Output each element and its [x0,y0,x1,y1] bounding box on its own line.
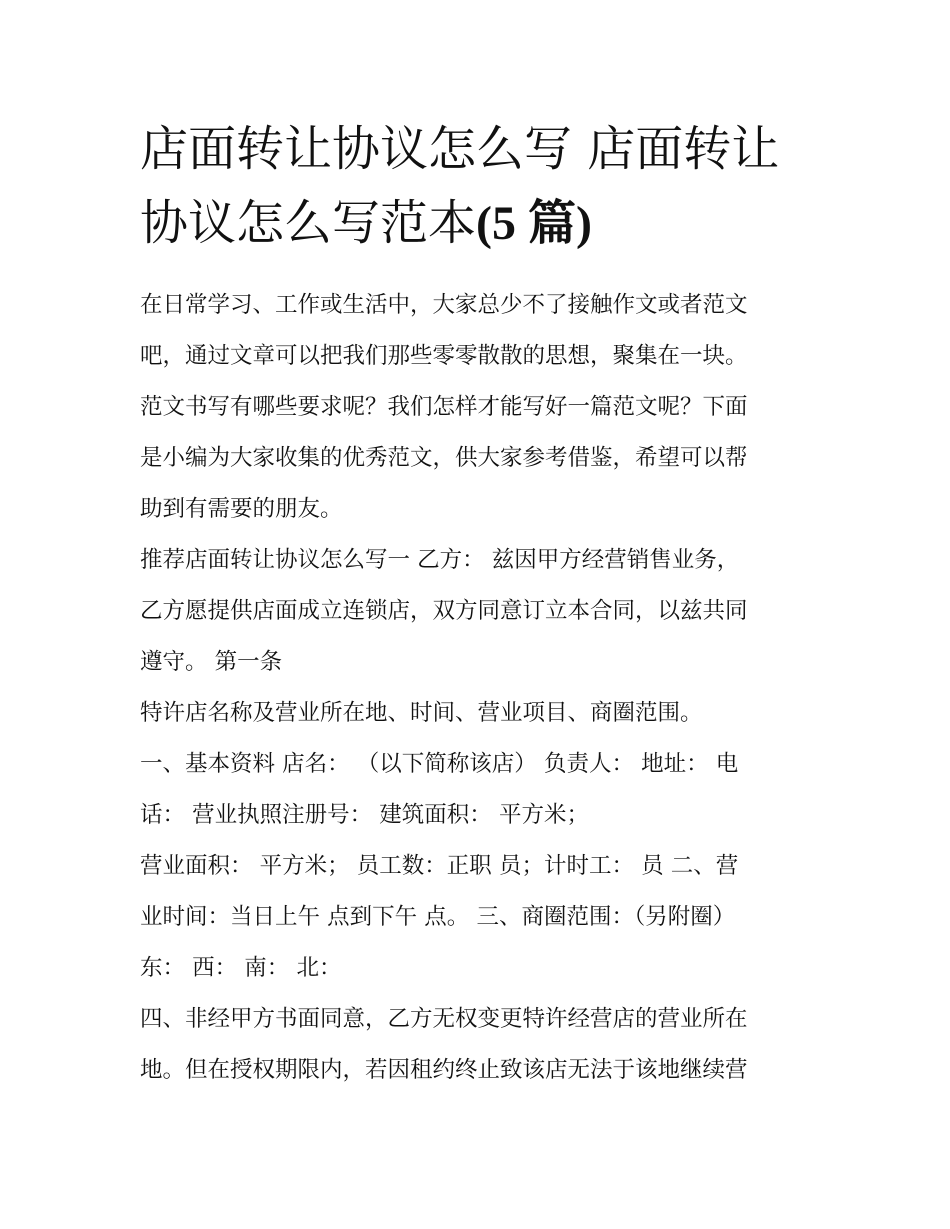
body-line: 一、基本资料 店名： （以下简称该店） 负责人： 地址： 电 [140,751,739,777]
body-line: 是小编为大家收集的优秀范文，供大家参考借鉴，希望可以帮 [140,445,748,471]
title-line-2 [140,186,820,261]
body-line: 话： 营业执照注册号： 建筑面积： 平方米； [140,802,589,828]
document-body [140,280,830,1096]
body-line: 推荐店面转让协议怎么写一 乙方： 兹因甲方经营销售业务， [140,547,740,573]
body-line: 特许店名称及营业所在地、时间、营业项目、商圈范围。 [140,700,703,726]
title-line-2-suffix: (5 篇) [476,197,592,250]
body-line: 在日常学习、工作或生活中，大家总少不了接触作文或者范文 [140,292,748,318]
title-line-2-text: 协议怎么写范本 [140,195,477,251]
title-line-1: 店面转让协议怎么写 店面转让 [140,121,780,177]
body-line: 营业面积： 平方米； 员工数：正职 员；计时工： 员 二、营 [140,853,739,879]
body-line: 助到有需要的朋友。 [140,496,343,522]
document-title [140,112,820,261]
body-line: 四、非经甲方书面同意，乙方无权变更特许经营店的营业所在 [140,1006,748,1032]
body-line: 乙方愿提供店面成立连锁店，双方同意订立本合同，以兹共同 [140,598,748,624]
body-line: 吧，通过文章可以把我们那些零零散散的思想，聚集在一块。 [140,343,748,369]
body-line: 范文书写有哪些要求呢？我们怎样才能写好一篇范文呢？下面 [140,394,748,420]
body-line: 东： 西： 南： 北： [140,955,342,981]
body-line: 业时间：当日上午 点到下午 点。 三、商圈范围：（另附圈） [140,904,736,930]
body-line: 地。但在授权期限内，若因租约终止致该店无法于该地继续营 [140,1057,748,1083]
body-line: 遵守。 第一条 [140,649,283,675]
